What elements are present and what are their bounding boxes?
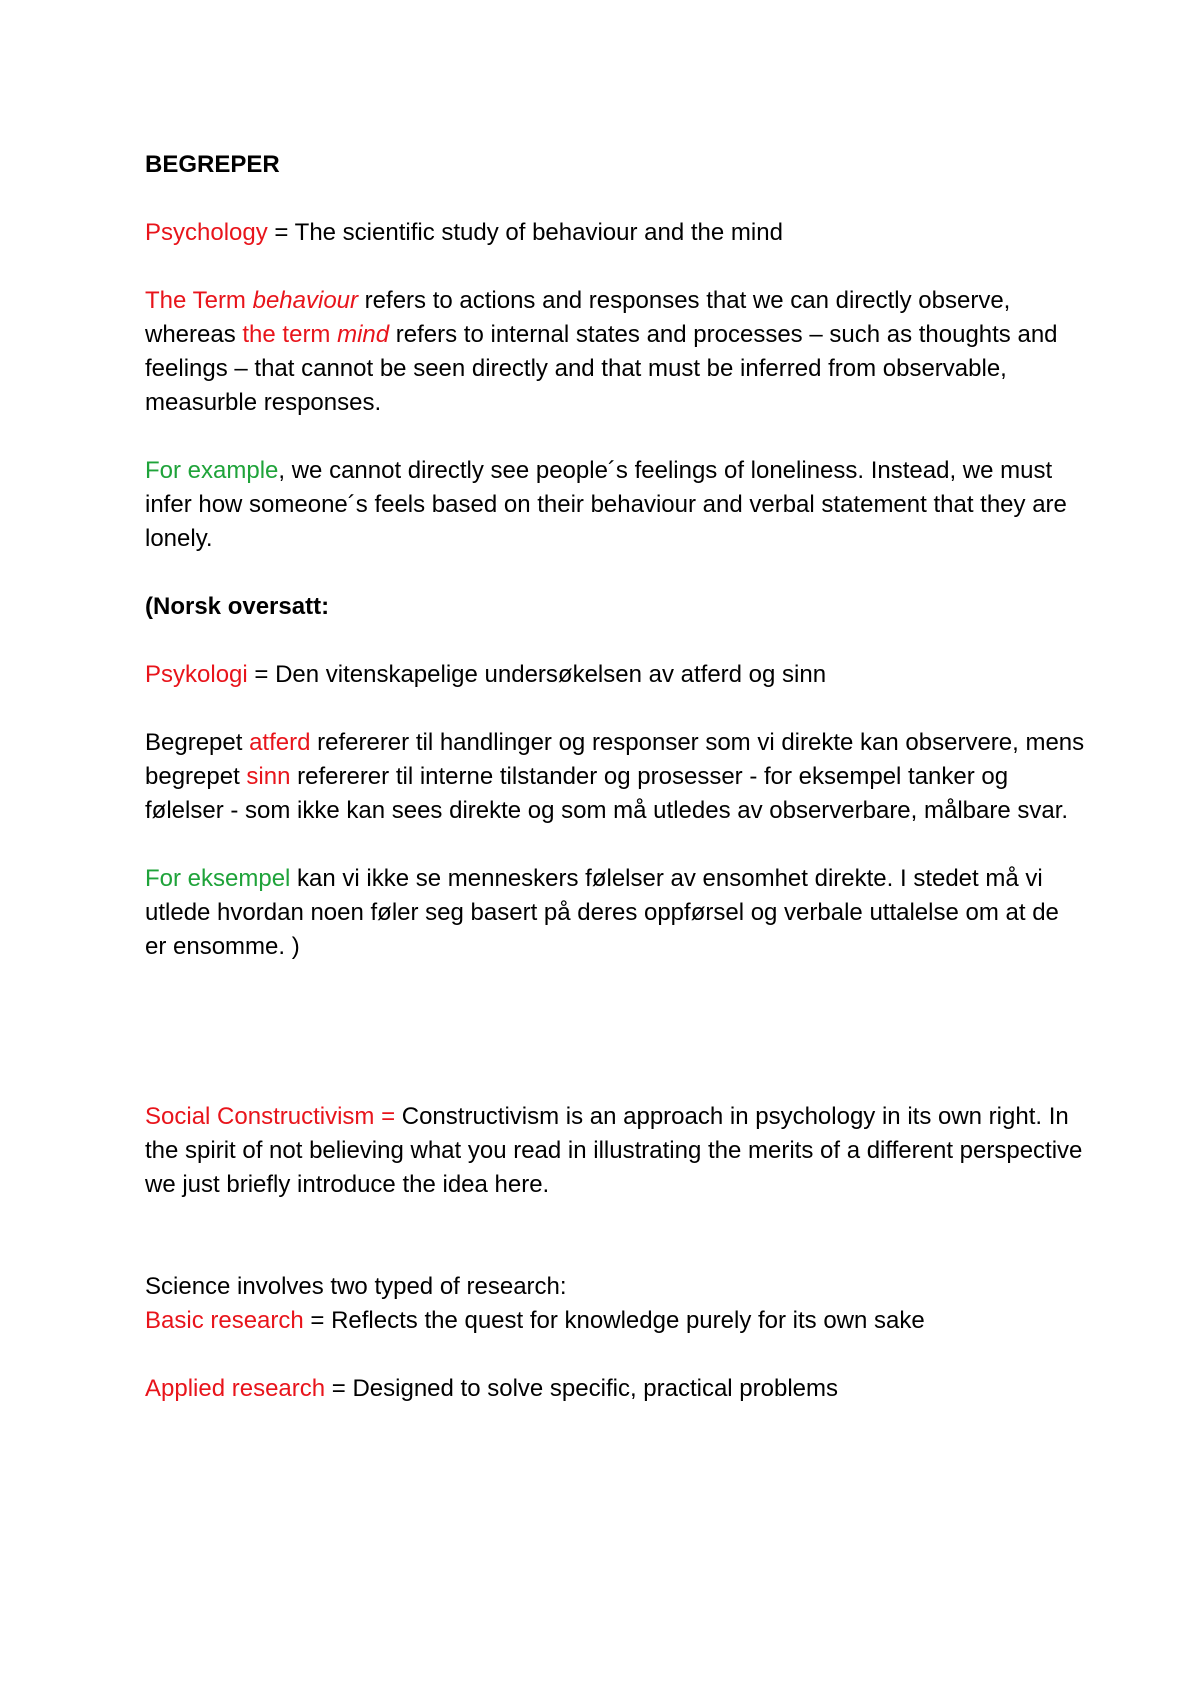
social-constructivism-term: Social Constructivism = xyxy=(145,1103,402,1130)
basic-research-text: = Reflects the quest for knowledge purely for its own sake xyxy=(303,1307,925,1334)
document-body xyxy=(145,148,1085,1406)
example-no-text: kan vi ikke se menneskers følelser av ensomhet direkte. I stedet må vi utlede hvordan noen føler seg basert på deres oppførsel og verbale uttalelse om at de er ensomme. ) xyxy=(145,865,1059,960)
social-constructivism-paragraph xyxy=(145,1100,1085,1202)
psykologi-term: Psykologi xyxy=(145,661,248,688)
psychology-text: = The scientific study of behaviour and the mind xyxy=(267,219,783,246)
term-paragraph xyxy=(145,284,1085,420)
example-en-text: , we cannot directly see people´s feelings of loneliness. Instead, we must infer how someone´s feels based on their behaviour and verbal statement that they are lonely. xyxy=(145,457,1067,552)
psychology-definition xyxy=(145,216,1085,250)
basic-research-definition xyxy=(145,1304,1085,1338)
begrepet-text-1: Begrepet xyxy=(145,729,250,756)
example-en-label: For example xyxy=(145,457,279,484)
term-text-2: refers to internal states and processes – such as thoughts and feelings – that cannot be seen directly and that must be inferred from observable, measurble responses. xyxy=(145,321,1058,416)
basic-research-term: Basic research xyxy=(145,1307,304,1334)
term-text-1: refers to actions and responses that we can directly observe, whereas xyxy=(145,287,1011,348)
document-heading: BEGREPER xyxy=(145,151,280,178)
example-no-paragraph xyxy=(145,862,1085,964)
mind-term: mind xyxy=(337,321,390,348)
term-lead: The Term xyxy=(145,287,253,314)
psychology-term: Psychology xyxy=(145,219,268,246)
atferd-term: atferd xyxy=(249,729,311,756)
applied-research-term: Applied research xyxy=(145,1375,326,1402)
psykologi-text: = Den vitenskapelige undersøkelsen av atferd og sinn xyxy=(247,661,827,688)
example-no-label: For eksempel xyxy=(145,865,291,892)
psykologi-definition xyxy=(145,658,1085,692)
social-constructivism-text: Constructivism is an approach in psychology in its own right. In the spirit of not believing what you read in illustrating the merits of a different perspective we just briefly introduce the idea here. xyxy=(145,1103,1083,1198)
begrepet-text-2: refererer til handlinger og responser som vi direkte kan observere, mens begrepet xyxy=(145,729,1085,790)
norsk-heading: (Norsk oversatt: xyxy=(145,593,330,620)
the-term-label: the term xyxy=(242,321,338,348)
science-intro: Science involves two typed of research: xyxy=(145,1273,567,1300)
sinn-term: sinn xyxy=(246,763,291,790)
begrepet-text-3: refererer til interne tilstander og prosesser - for eksempel tanker og følelser - som ikke kan sees direkte og som må utledes av observerbare, målbare svar. xyxy=(145,763,1069,824)
behaviour-term: behaviour xyxy=(252,287,359,314)
example-en-paragraph xyxy=(145,454,1085,556)
applied-research-definition xyxy=(145,1372,1085,1406)
begrepet-paragraph xyxy=(145,726,1085,828)
applied-research-text: = Designed to solve specific, practical problems xyxy=(325,1375,839,1402)
